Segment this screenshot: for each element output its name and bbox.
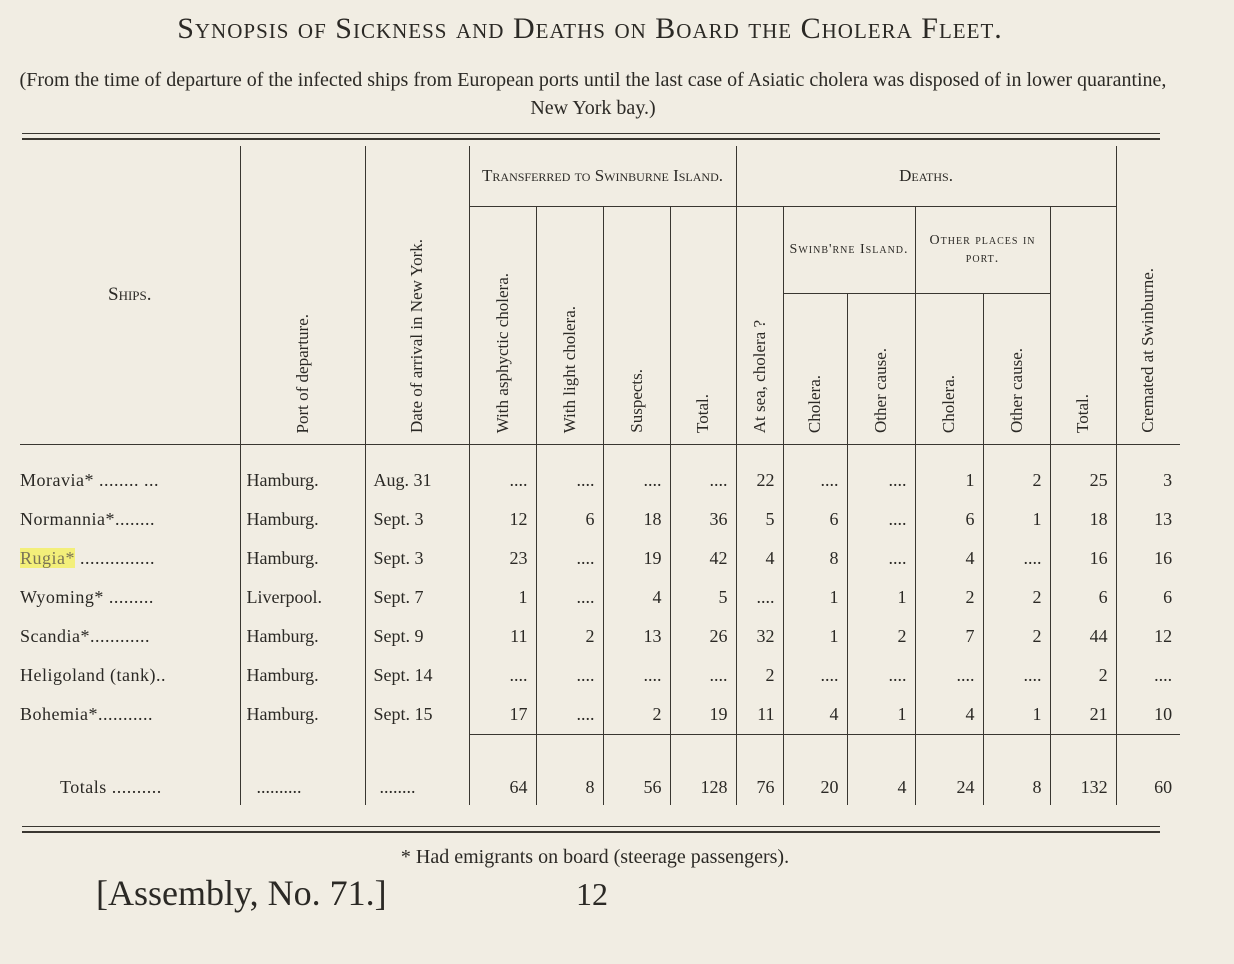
cell-total-t: ....: [670, 461, 736, 500]
synopsis-table: [20, 146, 1180, 805]
cell-cremated: 13: [1154, 509, 1173, 529]
totals-date: ........: [365, 769, 469, 805]
totals-cremated: 60: [1154, 776, 1173, 797]
totals-swin-other: 4: [847, 769, 915, 805]
cell-total-d: 25: [1050, 461, 1116, 500]
header-total-transferred: Total.: [670, 207, 736, 445]
cell-light: ....: [536, 461, 603, 500]
cell-light: ....: [536, 695, 603, 735]
cell-date: Sept. 7: [365, 578, 469, 617]
cell-total-t: 36: [670, 500, 736, 539]
cell-date: Sept. 15: [365, 695, 469, 735]
ship-name: Moravia* ........ ...: [20, 461, 240, 500]
cell-swin-other: ....: [847, 500, 915, 539]
cell-light: ....: [536, 578, 603, 617]
cell-asphyctic: 11: [469, 617, 536, 656]
cell-at-sea: 22: [736, 461, 783, 500]
footnote: * Had emigrants on board (steerage passengers).: [400, 846, 790, 868]
cell-port-other: 1: [983, 500, 1050, 539]
page-subtitle: (From the time of departure of the infected ships from European ports until the last case of Asiatic cholera was disposed of in lower quarantine, New York bay.): [19, 69, 1167, 119]
assembly-reference: [Assembly, No. 71.]: [96, 873, 387, 913]
cell-cremated: 6: [1163, 587, 1173, 607]
cell-total-d: 21: [1050, 695, 1116, 735]
cell-swin-other: ....: [847, 656, 915, 695]
table-row: [20, 461, 1180, 500]
header-total-deaths: Total.: [1050, 207, 1116, 445]
cell-suspects: 18: [603, 500, 670, 539]
cell-port-other: ....: [983, 656, 1050, 695]
cell-asphyctic: 23: [469, 539, 536, 578]
cell-date: Aug. 31: [365, 461, 469, 500]
cell-swin-cholera: 1: [783, 578, 847, 617]
header-deaths: Deaths.: [736, 146, 1116, 207]
cell-at-sea: 11: [736, 695, 783, 735]
header-asphyctic: With asphyctic cholera.: [469, 207, 536, 445]
cell-date: Sept. 9: [365, 617, 469, 656]
cell-light: ....: [536, 656, 603, 695]
table-row: [20, 500, 1180, 539]
header-swin-other: Other cause.: [847, 294, 915, 445]
totals-total-deaths: 132: [1050, 769, 1116, 805]
cell-port: Hamburg.: [240, 500, 365, 539]
cell-total-t: 19: [670, 695, 736, 735]
header-suspects: Suspects.: [603, 207, 670, 445]
cell-port: Hamburg.: [240, 617, 365, 656]
bottom-rule-thin: [22, 826, 1160, 827]
totals-total-transferred: 128: [670, 769, 736, 805]
cell-swin-cholera: ....: [783, 461, 847, 500]
bottom-rule-thick: [22, 831, 1160, 833]
cell-swin-other: 2: [847, 617, 915, 656]
cell-total-t: 5: [670, 578, 736, 617]
page-title: Synopsis of Sickness and Deaths on Board the Cholera Fleet.: [177, 12, 1003, 45]
leader-dots: ...............: [75, 548, 155, 568]
cell-at-sea: 32: [736, 617, 783, 656]
cell-suspects: ....: [603, 461, 670, 500]
cell-at-sea: 2: [736, 656, 783, 695]
totals-at-sea: 76: [736, 769, 783, 805]
cell-at-sea: 5: [736, 500, 783, 539]
cell-swin-other: 1: [847, 695, 915, 735]
cell-total-d: 44: [1050, 617, 1116, 656]
table-row: [20, 695, 1180, 735]
cell-port-cholera: 4: [915, 695, 983, 735]
header-date: Date of arrival in New York.: [365, 146, 469, 445]
cell-port-cholera: 6: [915, 500, 983, 539]
totals-asphyctic: 64: [469, 769, 536, 805]
cell-total-d: 18: [1050, 500, 1116, 539]
cell-cremated: 10: [1154, 704, 1173, 724]
header-ships: Ships.: [20, 146, 240, 445]
cell-port-cholera: ....: [915, 656, 983, 695]
cell-swin-cholera: 4: [783, 695, 847, 735]
header-other-places: Other places in port.: [915, 207, 1050, 294]
header-port: Port of departure.: [240, 146, 365, 445]
header-transferred: Transferred to Swinburne Island.: [469, 146, 736, 207]
cell-port: Liverpool.: [240, 578, 365, 617]
cell-asphyctic: 1: [469, 578, 536, 617]
cell-asphyctic: ....: [469, 461, 536, 500]
table-row: [20, 578, 1180, 617]
cell-port-other: 2: [983, 617, 1050, 656]
ship-name: Normannia*........: [20, 500, 240, 539]
cell-light: ....: [536, 539, 603, 578]
top-rule-thin: [22, 133, 1160, 134]
cell-total-d: 2: [1050, 656, 1116, 695]
ship-name: Bohemia*...........: [20, 695, 240, 735]
totals-label: Totals ..........: [20, 769, 240, 805]
cell-port: Hamburg.: [240, 461, 365, 500]
cell-suspects: 19: [603, 539, 670, 578]
cell-suspects: 13: [603, 617, 670, 656]
totals-port-other: 8: [983, 769, 1050, 805]
cell-port: Hamburg.: [240, 656, 365, 695]
cell-port-cholera: 7: [915, 617, 983, 656]
cell-port: Hamburg.: [240, 695, 365, 735]
top-rule-thick: [22, 138, 1160, 140]
cell-asphyctic: 17: [469, 695, 536, 735]
cell-cremated: ....: [1154, 665, 1173, 685]
cell-light: 2: [536, 617, 603, 656]
cell-asphyctic: 12: [469, 500, 536, 539]
cell-swin-cholera: 8: [783, 539, 847, 578]
ship-name: Heligoland (tank)..: [20, 656, 240, 695]
table-row: [20, 656, 1180, 695]
header-cremated: Cremated at Swinburne.: [1138, 268, 1158, 433]
cell-port: Hamburg.: [240, 539, 365, 578]
table-row: [20, 617, 1180, 656]
totals-swin-cholera: 20: [783, 769, 847, 805]
cell-cremated: 3: [1163, 470, 1173, 490]
cell-at-sea: 4: [736, 539, 783, 578]
cell-swin-other: ....: [847, 539, 915, 578]
cell-port-cholera: 2: [915, 578, 983, 617]
cell-cremated: 16: [1154, 548, 1173, 568]
cell-total-t: 42: [670, 539, 736, 578]
header-port-other: Other cause.: [983, 294, 1050, 445]
ship-name: [20, 539, 240, 578]
table-row: [20, 539, 1180, 578]
cell-total-t: ....: [670, 656, 736, 695]
highlighted-ship-name: Rugia*: [20, 548, 75, 568]
cell-port-other: 2: [983, 461, 1050, 500]
cell-suspects: 4: [603, 578, 670, 617]
totals-row: [20, 769, 1180, 805]
ship-name: Wyoming* .........: [20, 578, 240, 617]
header-at-sea: At sea, cholera ?: [736, 207, 783, 445]
ship-name: Scandia*............: [20, 617, 240, 656]
totals-light: 8: [536, 769, 603, 805]
cell-total-t: 26: [670, 617, 736, 656]
cell-swin-other: ....: [847, 461, 915, 500]
cell-swin-cholera: 6: [783, 500, 847, 539]
cell-port-cholera: 4: [915, 539, 983, 578]
totals-port-cholera: 24: [915, 769, 983, 805]
cell-swin-cholera: ....: [783, 656, 847, 695]
header-port-cholera: Cholera.: [915, 294, 983, 445]
cell-cremated: 12: [1154, 626, 1173, 646]
totals-suspects: 56: [603, 769, 670, 805]
cell-date: Sept. 3: [365, 539, 469, 578]
cell-total-d: 16: [1050, 539, 1116, 578]
cell-port-other: 1: [983, 695, 1050, 735]
cell-light: 6: [536, 500, 603, 539]
cell-suspects: ....: [603, 656, 670, 695]
header-swinburne: Swinb'rne Island.: [783, 207, 915, 294]
cell-port-other: ....: [983, 539, 1050, 578]
cell-swin-cholera: 1: [783, 617, 847, 656]
cell-port-cholera: 1: [915, 461, 983, 500]
header-light: With light cholera.: [536, 207, 603, 445]
page-number: 12: [576, 876, 608, 912]
cell-total-d: 6: [1050, 578, 1116, 617]
cell-swin-other: 1: [847, 578, 915, 617]
totals-port: ..........: [240, 769, 365, 805]
cell-at-sea: ....: [736, 578, 783, 617]
cell-suspects: 2: [603, 695, 670, 735]
cell-asphyctic: ....: [469, 656, 536, 695]
cell-port-other: 2: [983, 578, 1050, 617]
cell-date: Sept. 3: [365, 500, 469, 539]
cell-date: Sept. 14: [365, 656, 469, 695]
header-swin-cholera: Cholera.: [783, 294, 847, 445]
